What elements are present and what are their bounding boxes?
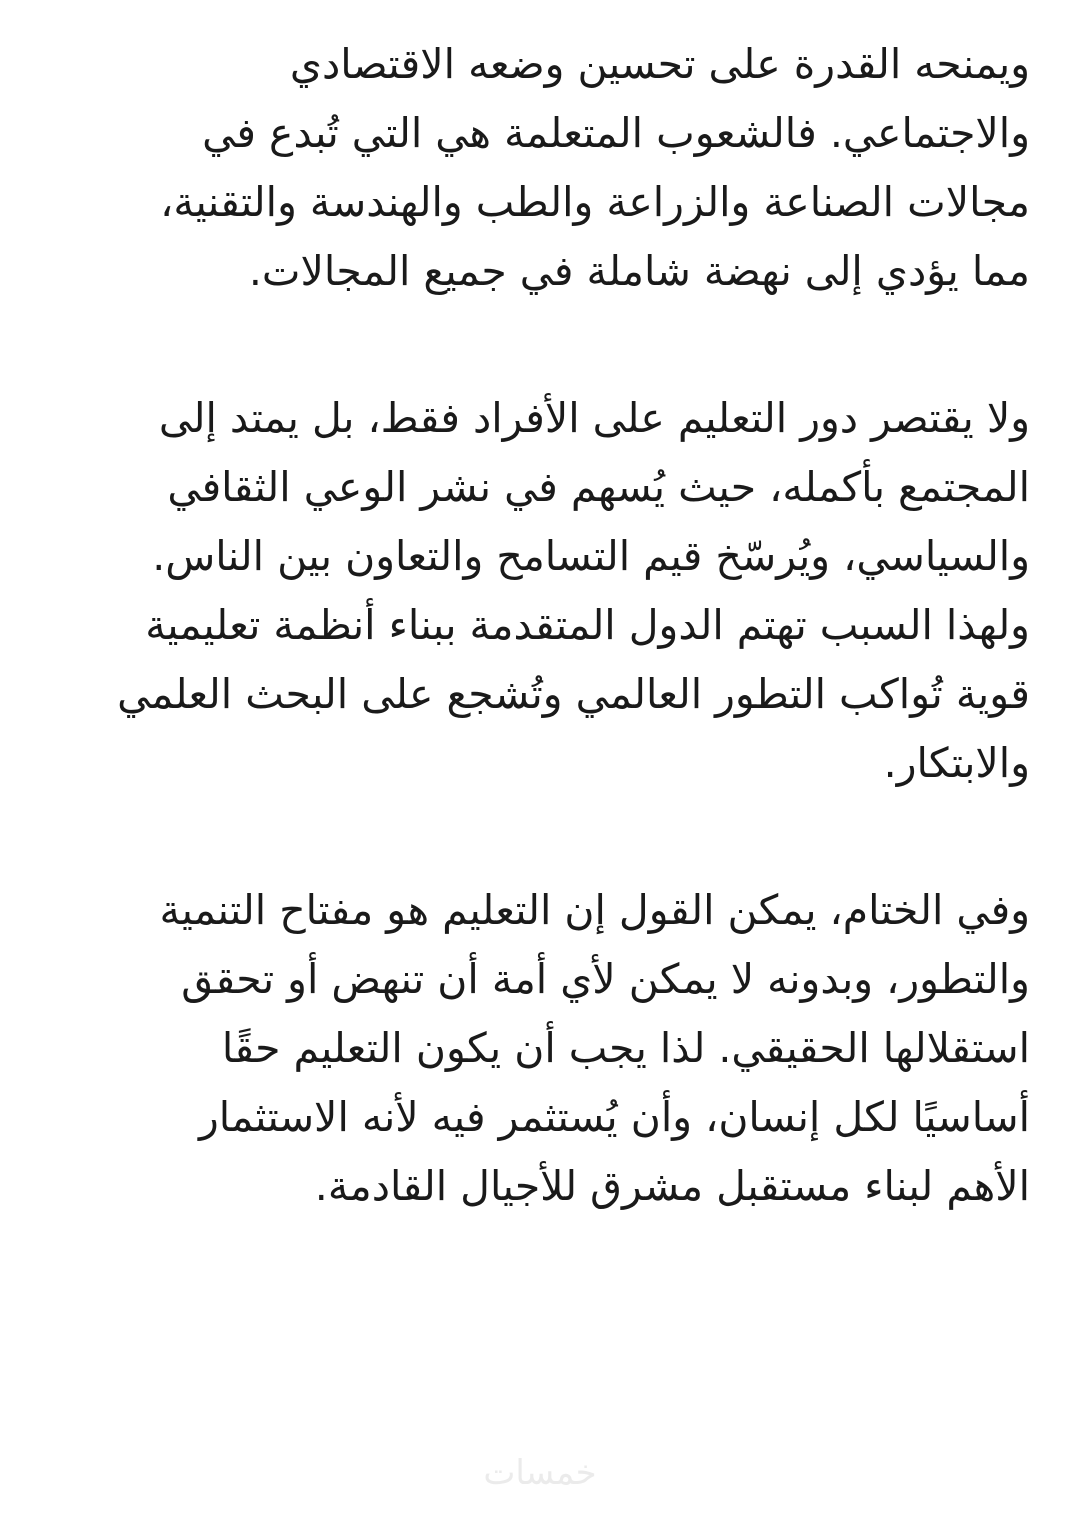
watermark-logo: خمسات (483, 1453, 597, 1493)
paragraph-society: ولا يقتصر دور التعليم على الأفراد فقط، بل يمتد إلى المجتمع بأكمله، حيث يُسهم في نشر الوعي الثقافي والسياسي، ويُرسّخ قيم التسامح والتعاون بين الناس. ولهذا السبب تهتم الدول المتقدمة ببناء أنظمة تعليمية قوية تُواكب التطور العالمي وتُشجع على البحث العلمي والابتكار. (117, 394, 1030, 787)
document-page (52, 30, 1030, 1427)
paragraph-conclusion: وفي الختام، يمكن القول إن التعليم هو مفتاح التنمية والتطور، وبدونه لا يمكن لأي أمة أن تنهض أو تحقق استقلالها الحقيقي. لذا يجب أن يكون التعليم حقًا أساسيًا لكل إنسان، وأن يُستثمر فيه لأنه الاستثمار الأهم لبناء مستقبل مشرق للأجيال القادمة. (159, 886, 1030, 1210)
paragraph-economy: ويمنحه القدرة على تحسين وضعه الاقتصادي والاجتماعي. فالشعوب المتعلمة هي التي تُبدع في مجالات الصناعة والزراعة والطب والهندسة والتقنية، مما يؤدي إلى نهضة شاملة في جميع المجالات. (160, 40, 1030, 295)
